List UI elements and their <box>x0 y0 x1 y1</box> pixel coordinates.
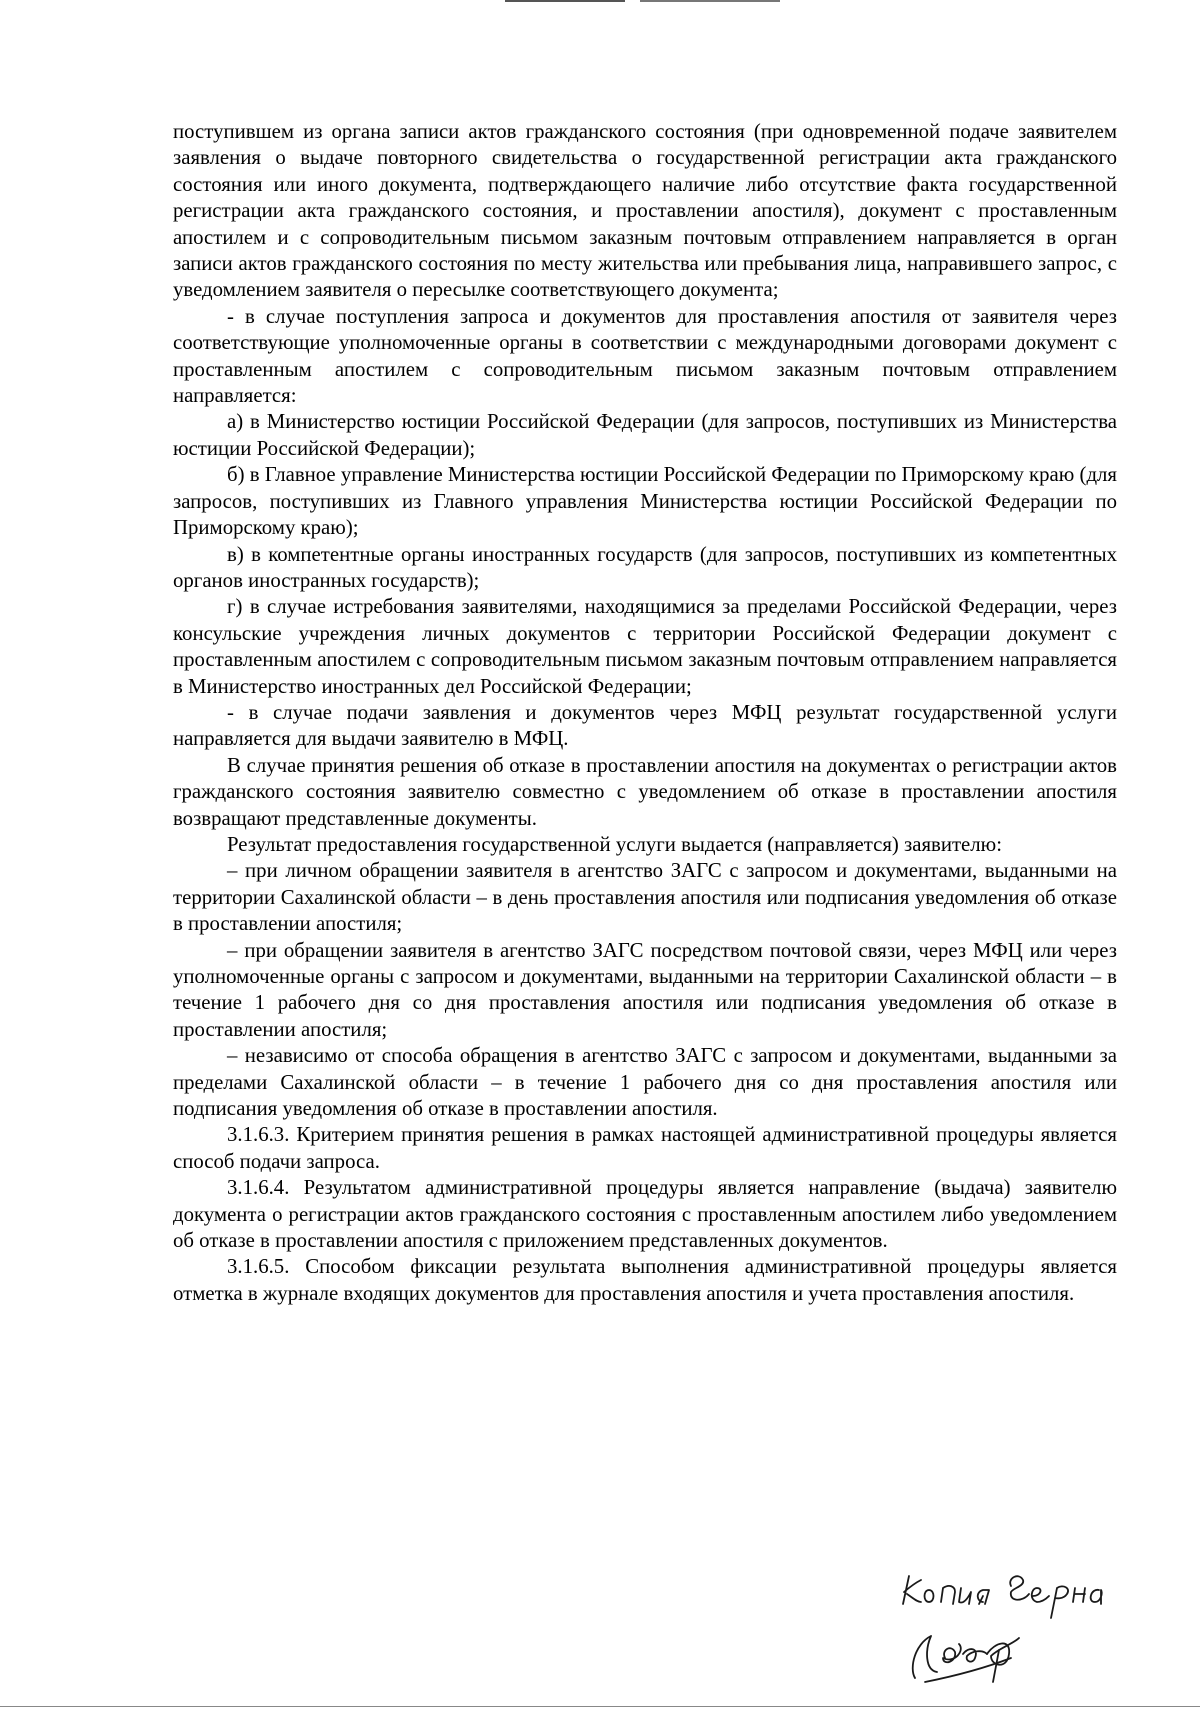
paragraph: 3.1.6.3. Критерием принятия решения в рамках настоящей административной процедуры является способ подачи запроса. <box>173 1123 1117 1173</box>
paragraph: 3.1.6.4. Результатом административной процедуры является направление (выдача) заявителю документа о регистрации актов гражданского состояния с проставленным апостилем либо уведомлением об отказе в проставлении апостиля с приложением представленных документов. <box>173 1176 1117 1253</box>
paragraph: – при личном обращении заявителя в агентство ЗАГС с запросом и документами, выданными на территории Сахалинской области – в день проставления апостиля или подписания уведомления об отказе в проставлении апостиля; <box>173 859 1117 936</box>
handwritten-certification-signature <box>895 1558 1155 1698</box>
paragraph: Результат предоставления государственной услуги выдается (направляется) заявителю: <box>227 832 1002 856</box>
paragraph: - в случае подачи заявления и документов через МФЦ результат государственной услуги направляется для выдачи заявителю в МФЦ. <box>173 700 1117 751</box>
paragraph: В случае принятия решения об отказе в проставлении апостиля на документах о регистрации актов гражданского состояния заявителю совместно с уведомлением об отказе в проставлении апостиля возвращают представленные документы. <box>173 753 1117 830</box>
bottom-edge-rule <box>0 1706 1200 1707</box>
paragraph: – при обращении заявителя в агентство ЗАГС посредством почтовой связи, через МФЦ или через уполномоченные органы с запросом и документами, выданными на территории Сахалинской области – в течение 1 рабочего дня со дня проставления апостиля или подписания уведомления об отказе в проставлении апостиля; <box>173 938 1117 1041</box>
paragraph: – независимо от способа обращения в агентство ЗАГС с запросом и документами, выданными за пределами Сахалинской области – в течение 1 рабочего дня со дня проставления апостиля или подписания уведомления об отказе в проставлении апостиля. <box>173 1044 1117 1121</box>
paragraph: - в случае поступления запроса и документов для проставления апостиля от заявителя через соответствующие уполномоченные органы в соответствии с международными договорами документ с проставленным апостилем с сопроводительным письмом заказным почтовым отправлением направляется: <box>173 304 1117 408</box>
paragraph: поступившем из органа записи актов гражданского состояния (при одновременной подаче заявителем заявления о выдаче повторного свидетельства о государственной регистрации акта гражданского состояния или иного документа, подтверждающего наличие либо отсутствие факта государственной регистрации акта гражданского состояния, и проставлении апостиля), документ с проставленным апостилем и с сопроводительным письмом заказным почтовым отправлением направляется в орган записи актов гражданского состояния по месту жительства или пребывания лица, направившего запрос, с уведомлением заявителя о пересылке соответствующего документа; <box>173 120 1117 302</box>
signature-drawing <box>895 1558 1155 1698</box>
top-edge-rule <box>505 0 625 2</box>
paragraph: а) в Министерство юстиции Российской Федерации (для запросов, поступивших из Министерства юстиции Российской Федерации); <box>173 410 1117 460</box>
paragraph: в) в компетентные органы иностранных государств (для запросов, поступивших из компетентных органов иностранных государств); <box>173 542 1117 592</box>
top-edge-rule <box>640 0 780 2</box>
paragraph: б) в Главное управление Министерства юстиции Российской Федерации по Приморскому краю (для запросов, поступивших из Главного управления Министерства юстиции Российской Федерации по Приморскому краю); <box>173 463 1117 540</box>
document-body <box>173 119 1117 1307</box>
paragraph: 3.1.6.5. Способом фиксации результата выполнения административной процедуры является отметка в журнале входящих документов для проставления апостиля и учета проставления апостиля. <box>173 1255 1117 1305</box>
paragraph: г) в случае истребования заявителями, находящимися за пределами Российской Федерации, через консульские учреждения личных документов с территории Российской Федерации документ с проставленным апостилем с сопроводительным письмом заказным почтовым отправлением направляется в Министерство иностранных дел Российской Федерации; <box>173 595 1117 698</box>
